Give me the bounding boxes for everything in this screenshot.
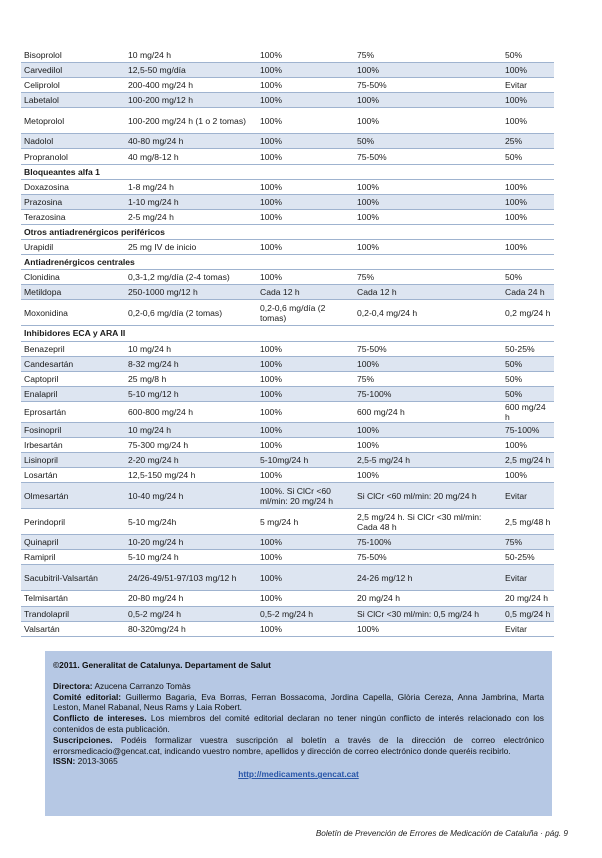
table-row (21, 63, 554, 78)
dose-clcr-below-10: 0,2 mg/24 h (502, 300, 554, 326)
dose-clcr-10-50: 100% (354, 179, 502, 194)
drug-name: Captopril (21, 371, 125, 386)
section-header: Antiadrenérgicos centrales (21, 255, 554, 270)
drug-name: Perindopril (21, 509, 125, 535)
dose-clcr-below-10: 100% (502, 63, 554, 78)
dose-clcr-below-10: 100% (502, 437, 554, 452)
dose-clcr-10-50: 100% (354, 194, 502, 209)
table-row (21, 422, 554, 437)
table-row (21, 108, 554, 134)
dose-clcr-50-90: 100% (257, 93, 354, 108)
dose-clcr-below-10: 50-25% (502, 550, 554, 565)
usual-dose: 75-300 mg/24 h (125, 437, 257, 452)
drug-name: Doxazosina (21, 179, 125, 194)
directora-line (53, 681, 544, 692)
dose-clcr-10-50: 24-26 mg/12 h (354, 565, 502, 591)
usual-dose: 100-200 mg/12 h (125, 93, 257, 108)
drug-name: Losartán (21, 468, 125, 483)
dose-clcr-10-50: 75-50% (354, 149, 502, 164)
drug-name: Moxonidina (21, 300, 125, 326)
dose-clcr-10-50: 75% (354, 270, 502, 285)
drug-name: Sacubitril-Valsartán (21, 565, 125, 591)
dose-clcr-10-50: 75-50% (354, 550, 502, 565)
dose-clcr-50-90: 100% (257, 621, 354, 636)
drug-name: Lisinopril (21, 453, 125, 468)
table-row (21, 93, 554, 108)
drug-name: Propranolol (21, 149, 125, 164)
comite-line (53, 692, 544, 714)
dose-clcr-10-50: 50% (354, 134, 502, 149)
usual-dose: 10-40 mg/24 h (125, 483, 257, 509)
table-row (21, 78, 554, 93)
conflicto-label: Conflicto de intereses. (53, 713, 147, 724)
table-row (21, 134, 554, 149)
usual-dose: 1-8 mg/24 h (125, 179, 257, 194)
table-row (21, 149, 554, 164)
drug-name: Valsartán (21, 621, 125, 636)
dose-clcr-50-90: 100% (257, 108, 354, 134)
dose-clcr-below-10: Evitar (502, 483, 554, 509)
drug-name: Terazosina (21, 209, 125, 224)
usual-dose: 40 mg/8-12 h (125, 149, 257, 164)
usual-dose: 0,2-0,6 mg/día (2 tomas) (125, 300, 257, 326)
dose-clcr-below-10: Evitar (502, 78, 554, 93)
section-header: Bloqueantes alfa 1 (21, 164, 554, 179)
suscripciones-text: Podéis formalizar vuestra suscripción al boletín a través de la dirección de correo electrónico errorsmedicacio@gencat.cat, indicando vuestro nombre, apellidos y dirección de correo electrónico donde queréis recibirlo. (53, 734, 544, 756)
dose-clcr-50-90: 100% (257, 78, 354, 93)
table-row (21, 48, 554, 63)
page-footer: Boletín de Prevención de Errores de Medicación de Cataluña · pág. 9 (315, 829, 568, 838)
dose-clcr-below-10: 75-100% (502, 422, 554, 437)
dose-clcr-50-90: 100% (257, 270, 354, 285)
table-row (21, 285, 554, 300)
dose-clcr-below-10: 20 mg/24 h (502, 591, 554, 606)
dose-clcr-50-90: 100% (257, 149, 354, 164)
drug-name: Candesartán (21, 356, 125, 371)
dose-clcr-50-90: 0,5-2 mg/24 h (257, 606, 354, 621)
dose-clcr-10-50: 100% (354, 437, 502, 452)
table-row (21, 565, 554, 591)
website-link[interactable]: http://medicaments.gencat.cat (238, 769, 359, 780)
dose-clcr-10-50: 20 mg/24 h (354, 591, 502, 606)
dose-clcr-10-50: 75-100% (354, 535, 502, 550)
usual-dose: 600-800 mg/24 h (125, 401, 257, 422)
credits-box (45, 651, 552, 816)
issn-value: 2013-3065 (77, 756, 118, 767)
dose-clcr-10-50: 100% (354, 356, 502, 371)
dose-clcr-below-10: 75% (502, 535, 554, 550)
copyright-line: ©2011. Generalitat de Catalunya. Departament de Salut (53, 660, 271, 670)
table-row (21, 468, 554, 483)
section-header-row (21, 326, 554, 341)
dose-clcr-below-10: 100% (502, 108, 554, 134)
dose-clcr-below-10: 2,5 mg/48 h (502, 509, 554, 535)
dose-clcr-50-90: 100% (257, 179, 354, 194)
dose-clcr-below-10: 600 mg/24 h (502, 401, 554, 422)
drug-name: Carvedilol (21, 63, 125, 78)
dose-clcr-50-90: 5 mg/24 h (257, 509, 354, 535)
table-row (21, 606, 554, 621)
suscripciones-label: Suscripciones. (53, 734, 113, 745)
section-header-row (21, 255, 554, 270)
table-row (21, 209, 554, 224)
drug-name: Quinapril (21, 535, 125, 550)
table-row (21, 591, 554, 606)
dose-clcr-50-90: 100% (257, 386, 354, 401)
usual-dose: 25 mg IV de inicio (125, 240, 257, 255)
dose-clcr-50-90: 100% (257, 401, 354, 422)
usual-dose: 40-80 mg/24 h (125, 134, 257, 149)
dose-clcr-below-10: 50% (502, 356, 554, 371)
drug-name: Telmisartán (21, 591, 125, 606)
dose-clcr-50-90: 5-10mg/24 h (257, 453, 354, 468)
dose-clcr-10-50: 2,5-5 mg/24 h (354, 453, 502, 468)
table-row (21, 240, 554, 255)
drug-name: Urapidil (21, 240, 125, 255)
dose-clcr-10-50: 600 mg/24 h (354, 401, 502, 422)
issn-label: ISSN: (53, 756, 76, 767)
usual-dose: 8-32 mg/24 h (125, 356, 257, 371)
usual-dose: 5-10 mg/24h (125, 509, 257, 535)
table-row (21, 535, 554, 550)
dose-clcr-10-50: 100% (354, 240, 502, 255)
table-row (21, 483, 554, 509)
usual-dose: 0,5-2 mg/24 h (125, 606, 257, 621)
dose-clcr-below-10: 50% (502, 386, 554, 401)
table-row (21, 356, 554, 371)
dose-clcr-below-10: 100% (502, 93, 554, 108)
dose-clcr-10-50: 100% (354, 93, 502, 108)
usual-dose: 1-10 mg/24 h (125, 194, 257, 209)
dose-clcr-10-50: 100% (354, 422, 502, 437)
drug-name: Metildopa (21, 285, 125, 300)
usual-dose: 2-5 mg/24 h (125, 209, 257, 224)
directora-label: Directora: (53, 680, 93, 691)
dose-clcr-below-10: Cada 24 h (502, 285, 554, 300)
usual-dose: 12,5-150 mg/24 h (125, 468, 257, 483)
table-row (21, 270, 554, 285)
table-row (21, 453, 554, 468)
link-wrap (53, 769, 544, 780)
dose-clcr-below-10: 100% (502, 468, 554, 483)
dose-clcr-50-90: 100% (257, 535, 354, 550)
dose-clcr-below-10: 50% (502, 149, 554, 164)
dose-clcr-50-90: 100% (257, 48, 354, 63)
dose-clcr-50-90: 100% (257, 194, 354, 209)
dose-clcr-50-90: 100% (257, 371, 354, 386)
drug-name: Eprosartán (21, 401, 125, 422)
dose-clcr-50-90: 100% (257, 356, 354, 371)
directora-name: Azucena Carranzo Tomàs (94, 680, 191, 691)
dose-clcr-below-10: 0,5 mg/24 h (502, 606, 554, 621)
table-row (21, 621, 554, 636)
dose-clcr-50-90: 100%. Si ClCr <60 ml/min: 20 mg/24 h (257, 483, 354, 509)
dose-clcr-10-50: Si ClCr <30 ml/min: 0,5 mg/24 h (354, 606, 502, 621)
dose-clcr-10-50: 75-50% (354, 341, 502, 356)
usual-dose: 0,3-1,2 mg/día (2-4 tomas) (125, 270, 257, 285)
dose-clcr-below-10: 50% (502, 371, 554, 386)
section-header: Inhibidores ECA y ARA II (21, 326, 554, 341)
dose-clcr-10-50: Cada 12 h (354, 285, 502, 300)
dose-clcr-10-50: 100% (354, 108, 502, 134)
table-row (21, 437, 554, 452)
dose-clcr-50-90: 100% (257, 341, 354, 356)
usual-dose: 80-320mg/24 h (125, 621, 257, 636)
usual-dose: 10 mg/24 h (125, 48, 257, 63)
dose-clcr-50-90: 100% (257, 240, 354, 255)
usual-dose: 20-80 mg/24 h (125, 591, 257, 606)
dose-clcr-50-90: 100% (257, 591, 354, 606)
dose-clcr-10-50: 100% (354, 621, 502, 636)
dose-clcr-10-50: 2,5 mg/24 h. Si ClCr <30 ml/min: Cada 48 h (354, 509, 502, 535)
usual-dose: 10 mg/24 h (125, 422, 257, 437)
drug-name: Labetalol (21, 93, 125, 108)
dose-clcr-below-10: Evitar (502, 565, 554, 591)
drug-name: Enalapril (21, 386, 125, 401)
dose-clcr-50-90: 100% (257, 134, 354, 149)
dosage-table (21, 48, 554, 637)
table-row (21, 194, 554, 209)
dose-clcr-below-10: 100% (502, 179, 554, 194)
table-row (21, 371, 554, 386)
table-row (21, 401, 554, 422)
dose-clcr-10-50: 75% (354, 48, 502, 63)
usual-dose: 2-20 mg/24 h (125, 453, 257, 468)
section-header-row (21, 164, 554, 179)
section-header: Otros antiadrenérgicos periféricos (21, 224, 554, 239)
usual-dose: 250-1000 mg/12 h (125, 285, 257, 300)
suscripciones-line (53, 735, 544, 757)
dose-clcr-below-10: Evitar (502, 621, 554, 636)
usual-dose: 10 mg/24 h (125, 341, 257, 356)
dose-clcr-50-90: Cada 12 h (257, 285, 354, 300)
drug-name: Metoprolol (21, 108, 125, 134)
dose-clcr-50-90: 100% (257, 468, 354, 483)
dose-clcr-below-10: 100% (502, 240, 554, 255)
dose-clcr-10-50: 100% (354, 63, 502, 78)
dose-clcr-50-90: 0,2-0,6 mg/día (2 tomas) (257, 300, 354, 326)
conflicto-line (53, 713, 544, 735)
drug-name: Olmesartán (21, 483, 125, 509)
dose-clcr-10-50: 75-100% (354, 386, 502, 401)
drug-name: Ramipril (21, 550, 125, 565)
dose-clcr-below-10: 2,5 mg/24 h (502, 453, 554, 468)
usual-dose: 100-200 mg/24 h (1 o 2 tomas) (125, 108, 257, 134)
usual-dose: 200-400 mg/24 h (125, 78, 257, 93)
comite-members: Guillermo Bagaria, Eva Borras, Ferran Bossacoma, Jordina Capella, Glòria Cereza, Anna Jambrina, Marta Leston, Manel Rabanal, Neus Rams y Laia Robert. (53, 691, 545, 713)
dose-clcr-below-10: 50-25% (502, 341, 554, 356)
usual-dose: 25 mg/8 h (125, 371, 257, 386)
dose-clcr-10-50: 100% (354, 468, 502, 483)
drug-name: Celiprolol (21, 78, 125, 93)
table-row (21, 386, 554, 401)
dose-clcr-10-50: 100% (354, 209, 502, 224)
dose-clcr-below-10: 50% (502, 48, 554, 63)
dose-clcr-below-10: 50% (502, 270, 554, 285)
dose-clcr-below-10: 100% (502, 209, 554, 224)
drug-name: Benazepril (21, 341, 125, 356)
comite-label: Comité editorial: (53, 691, 122, 702)
dose-clcr-10-50: 75% (354, 371, 502, 386)
section-header-row (21, 224, 554, 239)
drug-name: Nadolol (21, 134, 125, 149)
dose-clcr-50-90: 100% (257, 209, 354, 224)
dose-clcr-50-90: 100% (257, 63, 354, 78)
table-row (21, 550, 554, 565)
dose-clcr-10-50: 75-50% (354, 78, 502, 93)
table-row (21, 509, 554, 535)
table-row (21, 300, 554, 326)
dose-clcr-50-90: 100% (257, 437, 354, 452)
dose-clcr-50-90: 100% (257, 550, 354, 565)
dosage-table-body (21, 48, 554, 636)
usual-dose: 5-10 mg/12 h (125, 386, 257, 401)
conflicto-text: Los miembros del comité editorial declaran no tener ningún conflicto de interés relacionado con los contenidos de esta publicación. (53, 713, 544, 734)
drug-name: Irbesartán (21, 437, 125, 452)
issn-line (53, 756, 544, 767)
usual-dose: 24/26-49/51-97/103 mg/12 h (125, 565, 257, 591)
usual-dose: 5-10 mg/24 h (125, 550, 257, 565)
dose-clcr-below-10: 100% (502, 194, 554, 209)
dose-clcr-10-50: 0,2-0,4 mg/24 h (354, 300, 502, 326)
drug-name: Prazosina (21, 194, 125, 209)
table-row (21, 341, 554, 356)
drug-name: Fosinopril (21, 422, 125, 437)
dose-clcr-50-90: 100% (257, 565, 354, 591)
drug-name: Clonidina (21, 270, 125, 285)
usual-dose: 12,5-50 mg/día (125, 63, 257, 78)
dose-clcr-below-10: 25% (502, 134, 554, 149)
table-row (21, 179, 554, 194)
drug-name: Trandolapril (21, 606, 125, 621)
dose-clcr-50-90: 100% (257, 422, 354, 437)
dose-clcr-10-50: Si ClCr <60 ml/min: 20 mg/24 h (354, 483, 502, 509)
usual-dose: 10-20 mg/24 h (125, 535, 257, 550)
drug-name: Bisoprolol (21, 48, 125, 63)
